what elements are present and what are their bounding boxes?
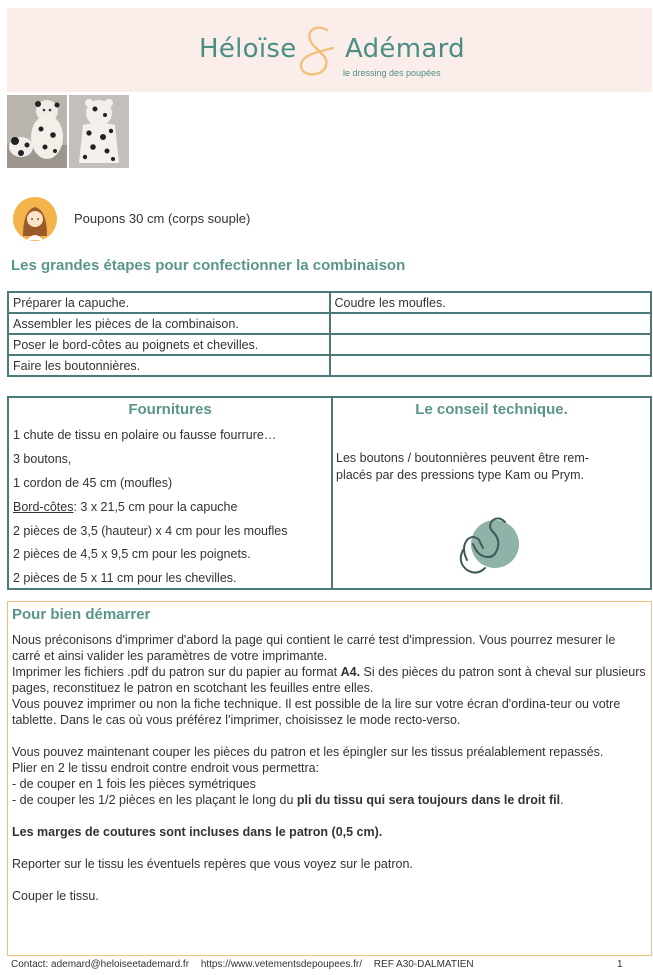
rib-size: 3 x 21,5 cm pour la capuche — [80, 500, 238, 514]
supply-item: 2 pièces de 3,5 (hauteur) x 4 cm pour les moufles — [13, 524, 288, 538]
supplies-column — [9, 398, 333, 588]
doll-avatar-icon — [12, 196, 58, 242]
step-cell: Assembler les pièces de la combinaison. — [8, 313, 330, 334]
paragraph: Reporter sur le tissu les éventuels repères que vous voyez sur le patron. — [12, 857, 413, 871]
step-cell: Préparer la capuche. — [8, 292, 330, 313]
product-photo-front — [7, 95, 67, 168]
step-cell — [330, 334, 652, 355]
supply-item: 3 boutons, — [13, 452, 72, 466]
supplies-title: Fournitures — [128, 401, 212, 418]
hand-sewing-icon — [453, 510, 523, 582]
table-row — [8, 334, 651, 355]
tip-line: placés par des pressions type Kam ou Prym. — [336, 468, 585, 482]
footer-contact: Contact: ademard@heloiseetademard.fr — [11, 959, 190, 970]
getting-started-title: Pour bien démarrer — [12, 606, 151, 623]
tip-title: Le conseil technique. — [415, 401, 568, 418]
brand-tagline: le dressing des poupées — [343, 68, 441, 78]
header-banner — [7, 8, 652, 92]
step-cell: Coudre les moufles. — [330, 292, 652, 313]
page-number: 1 — [617, 959, 623, 970]
tip-line: Les boutons / boutonnières peuvent être rem- — [336, 451, 589, 465]
rib-label: Bord-côtes — [13, 500, 74, 514]
text-run: pli du tissu qui sera toujours dans le droit fil — [296, 793, 561, 807]
step-cell — [330, 355, 652, 376]
brand-name-right: Adémard — [345, 34, 465, 64]
getting-started-box — [7, 601, 652, 956]
text-run: Imprimer les fichiers .pdf du patron sur du papier au format — [12, 665, 341, 679]
supply-item: 2 pièces de 5 x 11 cm pour les chevilles. — [13, 571, 237, 585]
paragraph: Les marges de coutures sont incluses dans le patron (0,5 cm). — [12, 825, 383, 839]
steps-title: Les grandes étapes pour confectionner la combinaison — [11, 257, 406, 274]
steps-table — [7, 291, 652, 377]
product-photo-back — [69, 95, 129, 168]
paragraph — [12, 664, 646, 696]
paragraph: Couper le tissu. — [12, 889, 99, 903]
paragraph: Plier en 2 le tissu endroit contre endroit vous permettra: — [12, 761, 320, 775]
paragraph: Vous pouvez maintenant couper les pièces du patron et les épingler sur les tissus préalablement repassés. — [12, 745, 604, 759]
brand-logo — [193, 28, 473, 84]
supply-item: 1 chute de tissu en polaire ou fausse fourrure… — [13, 428, 277, 442]
supply-item: 1 cordon de 45 cm (moufles) — [13, 476, 173, 490]
footer-ref: REF A30-DALMATIEN — [373, 959, 474, 970]
tip-text — [336, 450, 641, 484]
step-cell — [330, 313, 652, 334]
paragraph: Vous pouvez imprimer ou non la fiche technique. Il est possible de la lire sur votre écran d'ordina-teur ou votre tablette. Dans le cas où vous préférez l'imprimer, choisissez le mode recto-verso. — [12, 697, 621, 727]
getting-started-body — [12, 632, 646, 904]
text-run: Si des pièces du patron sont à cheval sur plusieurs pages, reconstituez le patron en scotchant les feuilles entre elles. — [12, 665, 646, 695]
paragraph — [12, 792, 646, 808]
table-row — [8, 313, 651, 334]
supply-item-rib: Bord-côtes: 3 x 21,5 cm pour la capuche — [13, 500, 238, 514]
ampersand-icon — [291, 22, 343, 82]
text-run: . — [560, 793, 564, 807]
supply-item: 2 pièces de 4,5 x 9,5 cm pour les poignets. — [13, 547, 251, 561]
supplies-box — [7, 396, 652, 590]
brand-name-left: Héloïse — [199, 34, 297, 64]
tip-column — [333, 398, 650, 588]
footer — [11, 959, 483, 970]
table-row — [8, 292, 651, 313]
step-cell: Faire les boutonnières. — [8, 355, 330, 376]
paragraph: - de couper en 1 fois les pièces symétriques — [12, 777, 256, 791]
paragraph: Nous préconisons d'imprimer d'abord la page qui contient le carré test d'impression. Vous pourrez mesurer le carré et ainsi valider les paramètres de votre imprimante. — [12, 633, 616, 663]
table-row — [8, 355, 651, 376]
step-cell: Poser le bord-côtes au poignets et chevilles. — [8, 334, 330, 355]
doll-size-label: Poupons 30 cm (corps souple) — [74, 211, 251, 226]
footer-url[interactable]: https://www.vetementsdepoupees.fr/ — [200, 959, 363, 970]
text-run: A4. — [340, 665, 361, 679]
text-run: - de couper les 1/2 pièces en les plaçant le long du — [12, 793, 297, 807]
